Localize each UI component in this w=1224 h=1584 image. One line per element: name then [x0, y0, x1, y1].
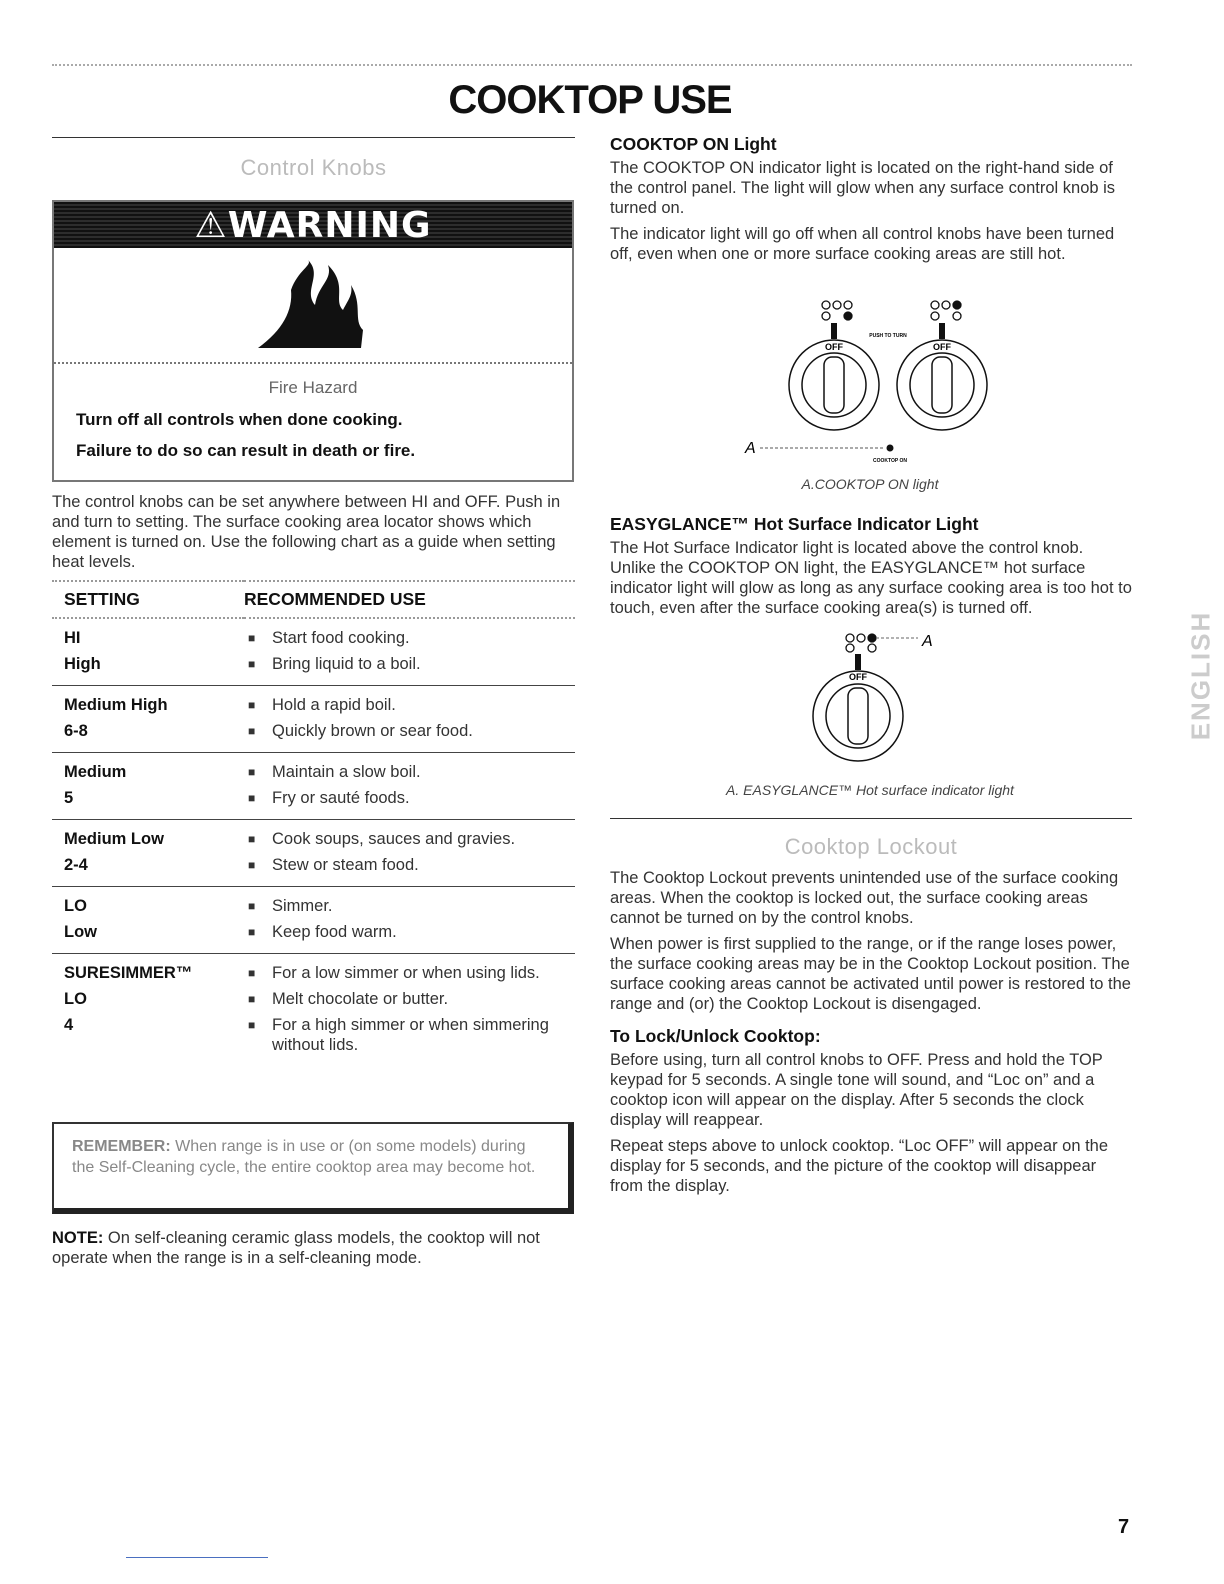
knob-left — [789, 340, 879, 430]
callout-a: A — [745, 440, 756, 457]
page-title: COOKTOP USE — [448, 78, 732, 122]
use-cell — [244, 887, 575, 954]
lockout-p4: Repeat steps above to unlock cooktop. “Loc OFF” will appear on the display for 5 seconds, and the picture of the cooktop will disappear from the display. — [610, 1137, 1109, 1195]
warning-line-2: Failure to do so can result in death or fire. — [76, 441, 416, 460]
table-row — [52, 753, 575, 820]
lockout-p3: Before using, turn all control knobs to OFF. Press and hold the TOP keypad for 5 seconds. A single tone will sound, and “Loc on” and a cooktop icon will appear on the display. After 5 seconds the clock display will reappear. — [610, 1051, 1103, 1129]
use-item — [244, 919, 575, 945]
heat-settings-table — [52, 580, 575, 1066]
lockout-p1: The Cooktop Lockout prevents unintended use of the surface cooking areas. When the cooktop is locked out, the surface cooking areas cannot be turned on by the control knobs. — [610, 869, 1119, 927]
column-header-setting: SETTING — [64, 589, 140, 609]
cooktop-on-p1: The COOKTOP ON indicator light is located on the right-hand side of the control panel. The light will glow when any surface control knob is turned on. — [610, 159, 1116, 217]
setting-label: 5 — [64, 789, 74, 807]
use-cell — [244, 954, 575, 1067]
knob-right — [897, 340, 987, 430]
setting-cell — [52, 954, 244, 1067]
table-row — [52, 618, 575, 686]
use-item — [244, 785, 575, 811]
table-row — [52, 887, 575, 954]
section-title-control-knobs: Control Knobs — [240, 155, 387, 180]
use-text: Keep food warm. — [272, 923, 397, 941]
section-rule — [610, 818, 1132, 819]
setting-cell — [52, 887, 244, 954]
setting-cell — [52, 618, 244, 686]
knob — [813, 671, 903, 761]
setting-label: Medium — [64, 763, 127, 781]
note-label: NOTE: — [52, 1229, 104, 1247]
bullet-icon: ■ — [248, 791, 256, 805]
table-row — [52, 686, 575, 753]
footer-line — [126, 1557, 268, 1558]
setting-label: HI — [64, 629, 81, 647]
use-text: Cook soups, sauces and gravies. — [272, 830, 516, 848]
easyglance-p1: The Hot Surface Indicator light is located above the control knob. Unlike the COOKTOP ON light, the EASYGLANCE™ hot surface indicator light will glow as long as any surface cooking area is too hot to touch, even after the surface cooking area(s) is turned off. — [610, 539, 1132, 617]
section-rule — [52, 137, 575, 138]
use-text: Hold a rapid boil. — [272, 696, 396, 714]
remember-label: REMEMBER: — [72, 1138, 171, 1155]
cooktop-on-section — [610, 134, 1132, 270]
bullet-icon: ■ — [248, 631, 256, 645]
locator-icon — [822, 301, 961, 320]
bullet-icon: ■ — [248, 966, 256, 980]
use-item — [244, 625, 575, 651]
setting-label: Medium High — [64, 696, 168, 714]
lockout-p2: When power is first supplied to the range, or if the range loses power, the surface cooking areas may be in the Cooktop Lockout position. The surface cooking areas cannot be activated until power is restored to the range and (or) the Cooktop Lockout is disengaged. — [610, 935, 1131, 1013]
use-text: Simmer. — [272, 897, 333, 915]
cooktop-on-light-icon — [887, 445, 894, 452]
note-text: On self-cleaning ceramic glass models, the cooktop will not operate when the range is in a self-cleaning mode. — [52, 1229, 540, 1267]
top-rule — [52, 64, 1132, 66]
cooktop-on-p2: The indicator light will go off when all control knobs have been turned off, even when one or more surface cooking areas are still hot. — [610, 225, 1115, 263]
easyglance-caption: A. EASYGLANCE™ Hot surface indicator light — [726, 782, 1014, 798]
use-item — [244, 986, 575, 1012]
use-item — [244, 759, 575, 785]
easyglance-knob-diagram — [800, 628, 960, 768]
hot-surface-indicator-icon — [846, 634, 876, 652]
warning-line-1: Turn off all controls when done cooking. — [76, 410, 403, 429]
cooktop-lockout-section — [610, 834, 1132, 1202]
use-item — [244, 852, 575, 878]
setting-label: High — [64, 655, 101, 673]
off-label: OFF — [825, 342, 843, 352]
use-text: Stew or steam food. — [272, 856, 419, 874]
setting-label: 2-4 — [64, 856, 88, 874]
cooktop-on-label: COOKTOP ON — [873, 458, 907, 464]
note — [52, 1228, 572, 1268]
setting-label: 6-8 — [64, 722, 88, 740]
warning-box — [52, 200, 574, 482]
table-row — [52, 954, 575, 1067]
setting-label: Medium Low — [64, 830, 164, 848]
cooktop-on-heading: COOKTOP ON Light — [610, 134, 777, 154]
use-cell — [244, 618, 575, 686]
use-item — [244, 960, 575, 986]
fire-icon — [54, 248, 572, 364]
bullet-icon: ■ — [248, 1018, 256, 1032]
off-label: OFF — [849, 672, 867, 682]
use-cell — [244, 686, 575, 753]
use-text: Quickly brown or sear food. — [272, 722, 473, 740]
remember-text: When range is in use or (on some models) during the Self-Cleaning cycle, the entire cooktop area may become hot. — [72, 1138, 536, 1176]
use-text: For a low simmer or when using lids. — [272, 964, 540, 982]
bullet-icon: ■ — [248, 698, 256, 712]
use-item — [244, 718, 575, 744]
setting-cell — [52, 753, 244, 820]
warning-title-text: WARNING — [227, 204, 432, 246]
bullet-icon: ■ — [248, 657, 256, 671]
warning-triangle-icon: ⚠ — [194, 204, 228, 246]
setting-label: LO — [64, 897, 87, 915]
use-cell — [244, 753, 575, 820]
table-row — [52, 820, 575, 887]
push-to-turn-label: PUSH TO TURN — [869, 333, 907, 339]
language-tab-label: ENGLISH — [1185, 610, 1216, 740]
callout-a: A — [922, 633, 933, 650]
setting-label: SURESIMMER™ — [64, 964, 193, 982]
easyglance-heading: EASYGLANCE™ Hot Surface Indicator Light — [610, 514, 979, 534]
setting-label: Low — [64, 923, 97, 941]
setting-cell — [52, 820, 244, 887]
language-tab — [1186, 565, 1216, 785]
bullet-icon: ■ — [248, 832, 256, 846]
bullet-icon: ■ — [248, 724, 256, 738]
cooktop-on-caption: A.COOKTOP ON light — [801, 476, 939, 492]
setting-label: LO — [64, 990, 87, 1008]
use-text: Melt chocolate or butter. — [272, 990, 449, 1008]
use-item — [244, 826, 575, 852]
off-label: OFF — [933, 342, 951, 352]
lock-unlock-heading: To Lock/Unlock Cooktop: — [610, 1026, 821, 1046]
bullet-icon: ■ — [248, 899, 256, 913]
control-knobs-intro: The control knobs can be set anywhere between HI and OFF. Push in and turn to setting. The surface cooking area locator shows which element is turned on. Use the following chart as a guide when setting heat levels. — [52, 493, 561, 571]
hazard-label: Fire Hazard — [268, 378, 358, 397]
use-item — [244, 893, 575, 919]
use-text: Bring liquid to a boil. — [272, 655, 421, 673]
use-text: Fry or sauté foods. — [272, 789, 410, 807]
remember-box — [52, 1122, 574, 1214]
page-number: 7 — [1118, 1516, 1130, 1538]
bullet-icon: ■ — [248, 992, 256, 1006]
use-item — [244, 692, 575, 718]
section-title-cooktop-lockout: Cooktop Lockout — [784, 834, 958, 859]
warning-title — [194, 205, 431, 246]
bullet-icon: ■ — [248, 925, 256, 939]
cooktop-on-knob-diagram — [720, 295, 1020, 465]
use-item — [244, 651, 575, 677]
setting-label: 4 — [64, 1016, 74, 1034]
bullet-icon: ■ — [248, 765, 256, 779]
use-cell — [244, 820, 575, 887]
use-text: Maintain a slow boil. — [272, 763, 421, 781]
use-text: Start food cooking. — [272, 629, 410, 647]
warning-header — [54, 202, 572, 248]
use-text: For a high simmer or when simmering without lids. — [272, 1016, 549, 1054]
setting-cell — [52, 686, 244, 753]
use-item — [244, 1012, 575, 1058]
column-header-use: RECOMMENDED USE — [244, 589, 426, 609]
bullet-icon: ■ — [248, 858, 256, 872]
easyglance-section — [610, 514, 1132, 624]
